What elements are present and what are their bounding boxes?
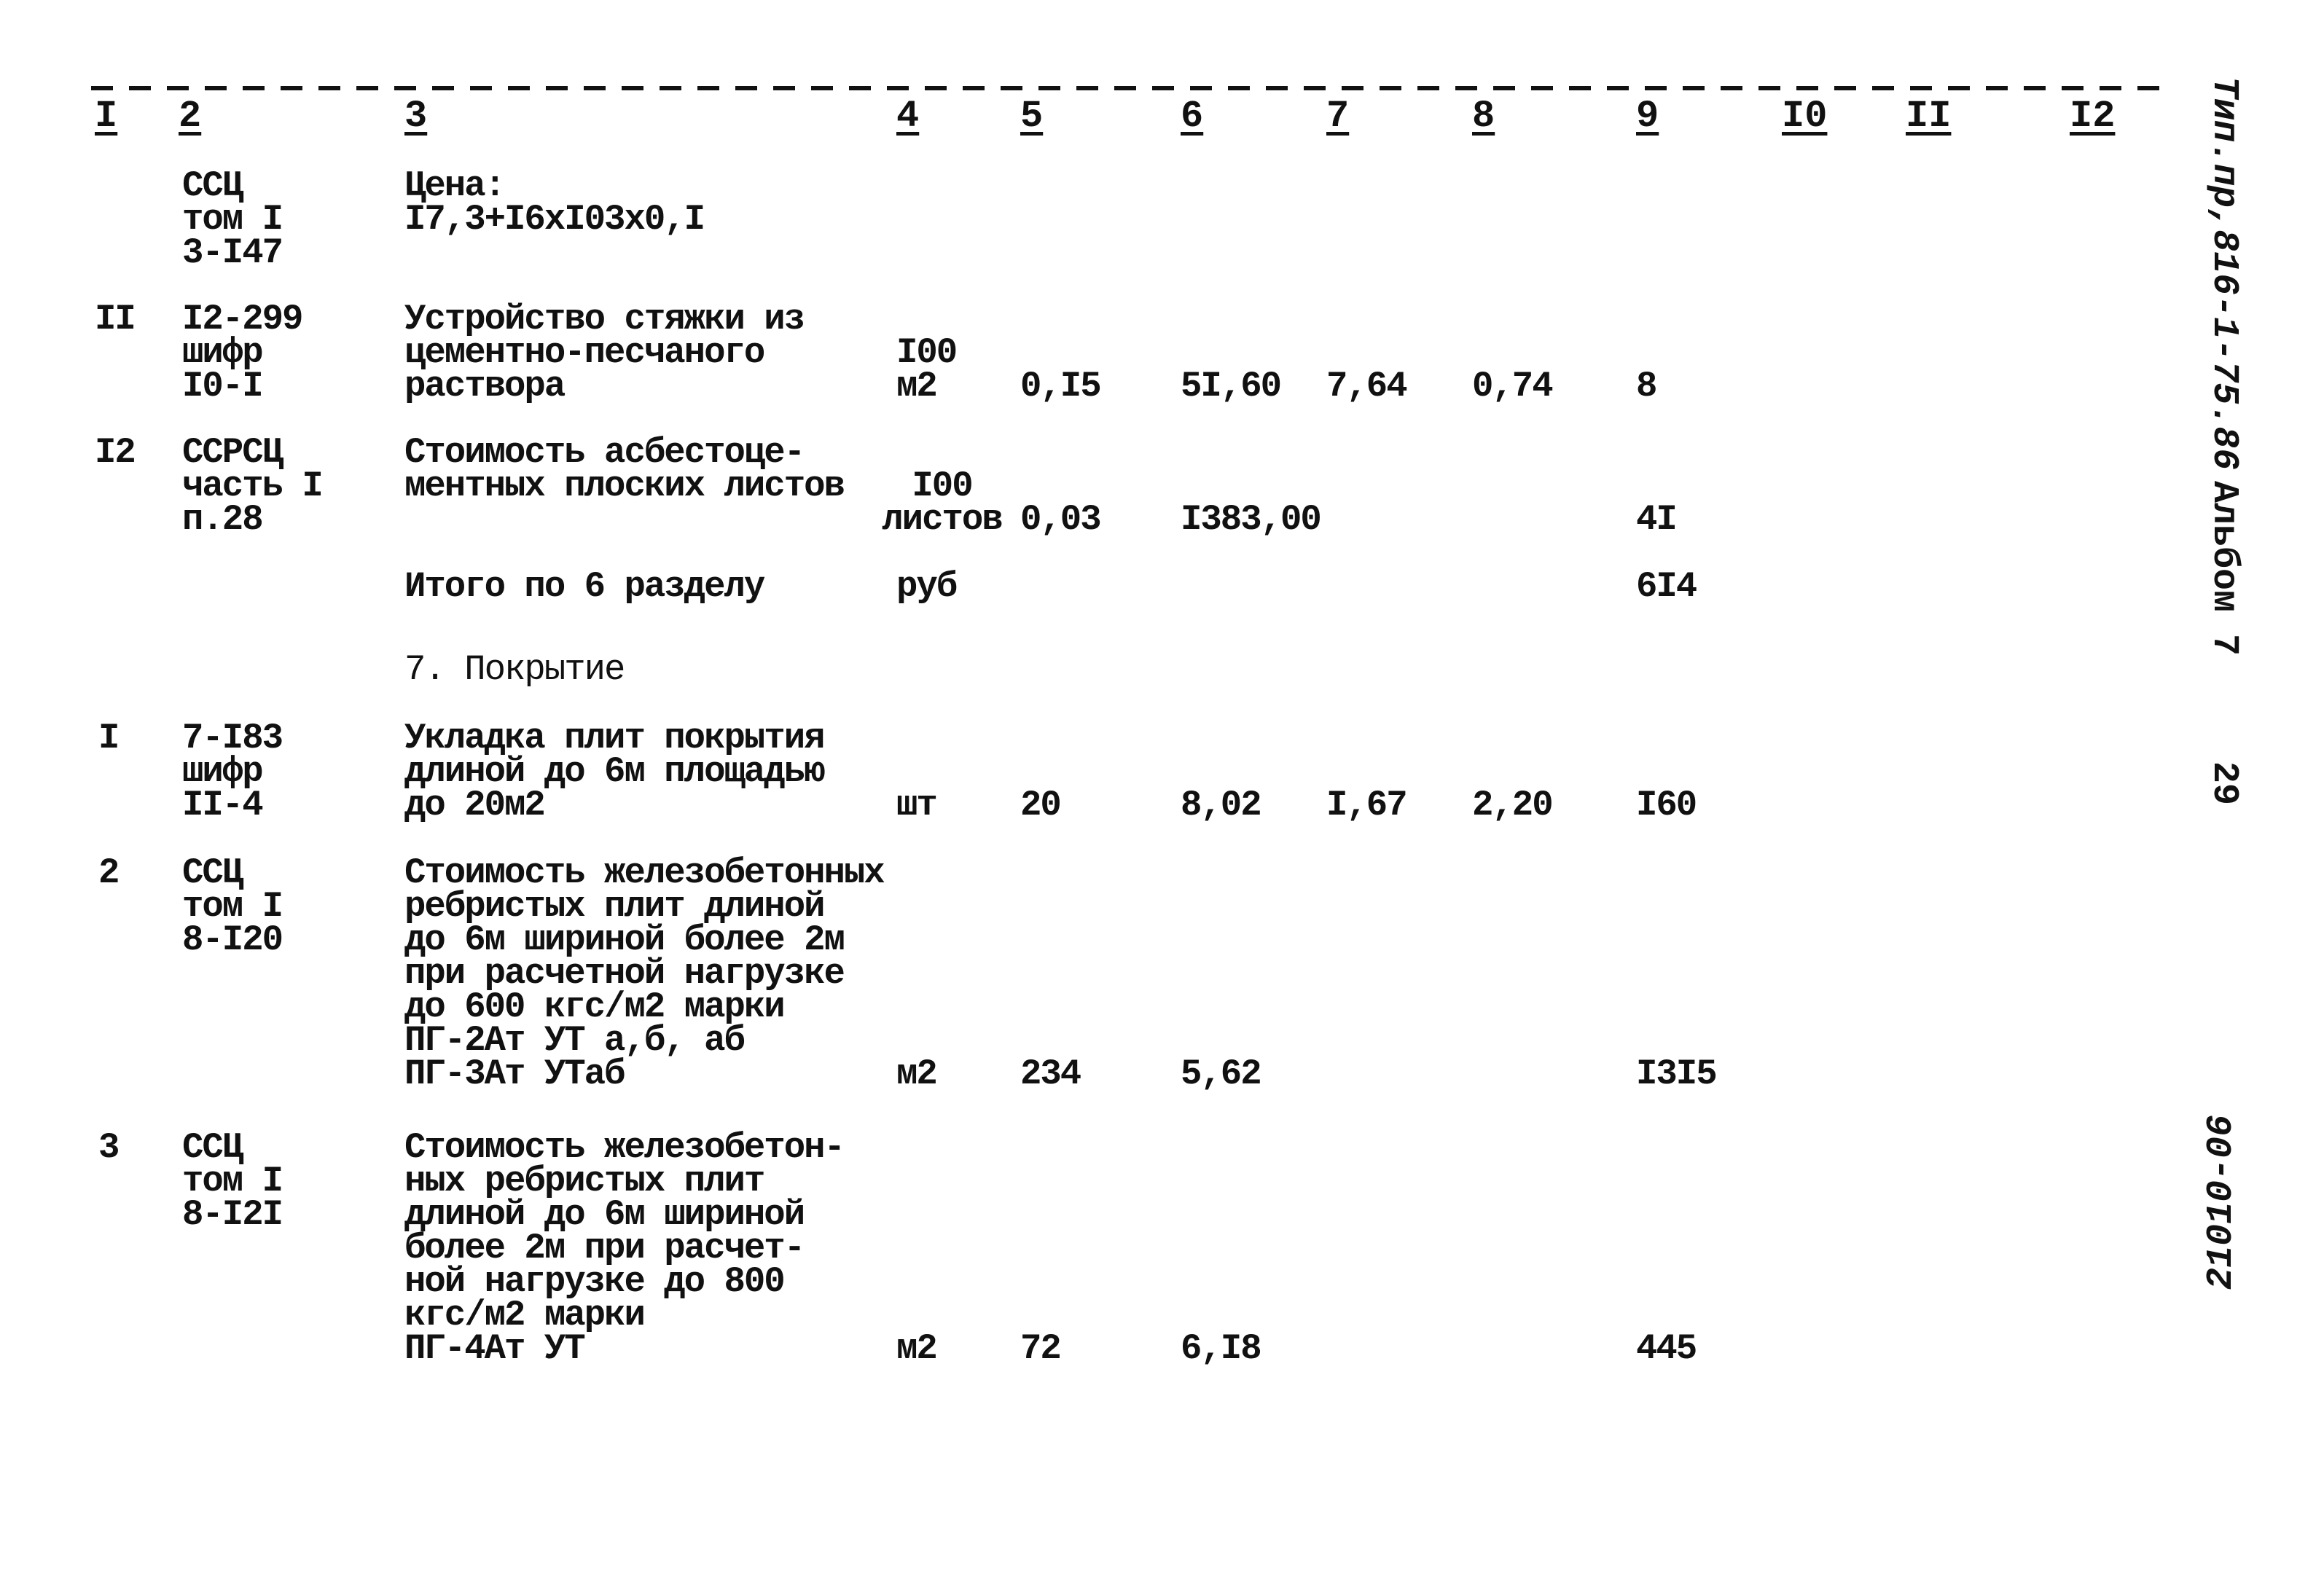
col-header-10: I0 [1782,95,1828,138]
row-description: Стоимость железобетон- ных ребристых плит длиной до 6м шириной более 2м при расчет- ной нагрузке до 800 кгс/м2 марки ПГ-4Ат УТ [404,1127,844,1369]
row-description: Стоимость асбестоце- ментных плоских листов [404,432,844,506]
col-header-1: I [95,95,118,138]
row-unit: I00 м2 [896,332,957,407]
row-code: ССЦ том I 8-I2I [182,1127,283,1235]
row-number: 2 [98,852,119,893]
row-total: I60 [1636,785,1697,826]
row-code: I2-299 шифр I0-I [182,299,302,407]
section-total-unit: руб [896,566,957,607]
col-header-6: 6 [1181,95,1204,138]
row-unit: шт [896,785,936,826]
row-quantity: 72 [1020,1328,1060,1369]
album-label: Альбом 7 [2203,481,2245,656]
archive-stamp: 21010-06 [2201,1114,2242,1290]
row-unit-price: 5I,60 [1181,366,1281,407]
row-col8: 0,74 [1472,366,1552,407]
row-code: 7-I83 шифр II-4 [182,718,283,826]
section-total-label: Итого по 6 разделу [404,566,764,607]
row-quantity: 234 [1020,1054,1081,1094]
row-unit-price: 5,62 [1181,1054,1261,1094]
row-unit-price: 8,02 [1181,785,1261,826]
row-total: 8 [1636,366,1656,407]
row-description: Устройство стяжки из цементно-песчаного раствора [404,299,805,407]
page-number: 29 [2203,761,2245,806]
row-code: ССРСЦ часть I п.28 [182,432,322,540]
row-col8: 2,20 [1472,785,1552,826]
col-header-5: 5 [1020,95,1044,138]
section-heading: 7. Покрытие [404,649,625,690]
col-header-7: 7 [1326,95,1350,138]
row-number: II [95,299,135,340]
row-unit-price: I383,00 [1181,499,1321,540]
col-header-3: 3 [404,95,428,138]
row-unit-price: 6,I8 [1181,1328,1261,1369]
row-description: Укладка плит покрытия длиной до 6м площадью до 20м2 [404,718,824,826]
col-header-12: I2 [2070,95,2116,138]
row-description: Стоимость железобетонных ребристых плит длиной до 6м шириной более 2м при расчетной нагрузке до 600 кгс/м2 марки ПГ-2Ат УТ а,б, аб ПГ-3Ат УТаб [404,852,884,1094]
col-header-9: 9 [1636,95,1659,138]
row-code: ССЦ том I 3-I47 [182,165,283,273]
row-quantity: 0,I5 [1020,366,1100,407]
top-dashed-rule [91,86,2161,90]
row-code: ССЦ том I 8-I20 [182,852,283,960]
col-header-11: II [1906,95,1952,138]
col-header-2: 2 [179,95,202,138]
section-total-value: 6I4 [1636,566,1697,607]
row-unit: м2 [896,1054,936,1094]
row-total: I3I5 [1636,1054,1716,1094]
col-header-8: 8 [1472,95,1495,138]
row-total: 4I [1636,499,1676,540]
row-unit: м2 [896,1328,936,1369]
document-reference: Тип.пр,816-1-75.86 [2203,77,2245,471]
row-col7: 7,64 [1326,366,1406,407]
row-unit: I00 листов [882,466,1002,540]
row-number: I2 [95,432,135,473]
row-col7: I,67 [1326,785,1406,826]
row-quantity: 0,03 [1020,499,1100,540]
row-quantity: 20 [1020,785,1060,826]
row-total: 445 [1636,1328,1697,1369]
row-description: Цена: I7,3+I6xI03x0,I [404,165,705,240]
col-header-4: 4 [896,95,920,138]
row-number: I [98,718,119,758]
row-number: 3 [98,1127,119,1168]
